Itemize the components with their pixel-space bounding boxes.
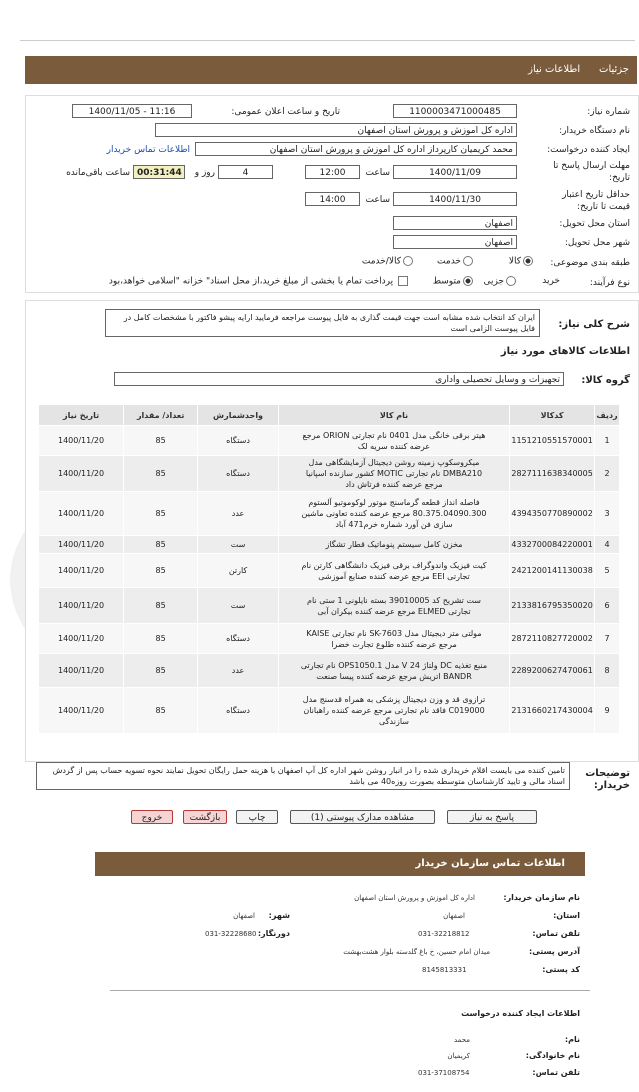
deadline-time-label: ساعت: [365, 168, 390, 178]
contact-city-label: شهر:: [268, 911, 290, 920]
cell-row-number: 3: [595, 492, 620, 536]
contact-divider: [110, 990, 590, 991]
buyer-contact-link[interactable]: اطلاعات تماس خریدار: [106, 145, 190, 155]
deadline-time-field: 12:00: [305, 165, 360, 179]
cell-name: مولتی متر دیجیتال مدل SK-7603 نام تجارتی KAISE مرجع عرضه کننده طلوع تجارت خضرا: [278, 624, 509, 654]
city-label: شهر محل تحویل:: [564, 238, 630, 248]
cell-unit: دستگاه: [198, 426, 279, 456]
back-button[interactable]: بازگشت: [183, 810, 227, 824]
contact-province: اصفهان: [443, 912, 465, 920]
creator-info-title: اطلاعات ایجاد کننده درخواست: [461, 1009, 580, 1018]
buyer-org-field: اداره کل اموزش و پرورش استان اصفهان: [155, 123, 517, 137]
need-number-label: شماره نیاز:: [587, 107, 630, 117]
cell-row-number: 9: [595, 688, 620, 734]
cell-qty: 85: [124, 536, 198, 554]
province-field: اصفهان: [393, 216, 517, 230]
creator-last-name-label: نام خانوادگی:: [525, 1051, 580, 1060]
tab-need-info[interactable]: اطلاعات نیاز: [528, 64, 581, 75]
cell-name: کیت فیزیک واندوگراف برقی فیزیک دانشگاهی کارتن نام تجارتی EEI مرجع عرضه کننده صنایع آموزشی: [278, 554, 509, 588]
radio-icon: [506, 276, 516, 286]
summary-text: ایران کد انتخاب شده مشابه است جهت قیمت گذاری به فایل پیوست مراجعه فرمایید ارایه پیشو فاکتور با مشخصات کامل در فایل پیوست الزامی است: [105, 309, 540, 337]
creator-label: ایجاد کننده درخواست:: [547, 145, 630, 155]
contact-phone: 031-32218812: [418, 930, 470, 938]
contact-header: [95, 852, 585, 876]
cell-code: 2133816795350020: [510, 588, 595, 624]
col-name: نام کالا: [278, 405, 509, 426]
announce-field: 1400/11/05 - 11:16: [72, 104, 192, 118]
validity-date-field: 1400/11/30: [393, 192, 517, 206]
cell-code: 2872110827720002: [510, 624, 595, 654]
cell-name: ترازوی قد و وزن دیجیتال پزشکی به همراه قدسنج مدل C019000 فاقد نام تجارتی مرجع عرضه کننده راهبانان سازندگی: [278, 688, 509, 734]
cell-unit: کارتن: [198, 554, 279, 588]
cell-row-number: 2: [595, 456, 620, 492]
creator-last-name: کریمیان: [447, 1052, 470, 1060]
contact-title: اطلاعات تماس سازمان خریدار: [415, 858, 565, 869]
remaining-label: ساعت باقی‌مانده: [66, 168, 130, 178]
cell-name: فاصله انداز قطعه گرماسنج موتور لوکوموتیو آلستوم 80.375.04090.300 مرجع عرضه کننده تعاونی ماشین سازی فن آورد شماره خرم471 آباد: [278, 492, 509, 536]
cell-qty: 85: [124, 654, 198, 688]
col-qty: تعداد/ مقدار: [124, 405, 198, 426]
validity-label-1: حداقل تاریخ اعتبار: [562, 190, 630, 200]
cell-name: ست تشریح کد 39010005 بسته نایلونی 1 ستی نام تجارتی ELMED مرجع عرضه کننده بیکران آبی: [278, 588, 509, 624]
creator-first-name: محمد: [454, 1036, 470, 1044]
buyer-notes-label-1: توضیحات: [585, 768, 630, 779]
announce-label: تاریخ و ساعت اعلان عمومی:: [231, 107, 340, 117]
cell-unit: دستگاه: [198, 688, 279, 734]
deadline-label-2: تاریخ:: [609, 173, 630, 183]
col-unit: واحدشمارش: [198, 405, 279, 426]
contact-postal-label: کد پستی:: [542, 965, 580, 974]
cell-date: 1400/11/20: [39, 426, 124, 456]
cell-row-number: 8: [595, 654, 620, 688]
radio-icon: [403, 256, 413, 266]
contact-city: اصفهان: [233, 912, 255, 920]
cell-row-number: 1: [595, 426, 620, 456]
cell-qty: 85: [124, 426, 198, 456]
creator-field: محمد کریمیان کارپرداز اداره کل اموزش و پرورش استان اصفهان: [195, 142, 517, 156]
goods-group-label: گروه کالا:: [581, 375, 630, 386]
checkbox-icon: [398, 276, 408, 286]
reply-button[interactable]: پاسخ به نیاز: [447, 810, 537, 824]
table-row: [39, 492, 620, 536]
cell-unit: دستگاه: [198, 624, 279, 654]
remaining-time-field: 00:31:44: [133, 165, 185, 179]
table-row: [39, 624, 620, 654]
summary-label: شرح کلی نیاز:: [558, 319, 630, 330]
table-row: [39, 654, 620, 688]
cell-row-number: 6: [595, 588, 620, 624]
contact-fax: 031-32228680: [205, 930, 257, 938]
cell-code: 2131660217430004: [510, 688, 595, 734]
cell-qty: 85: [124, 456, 198, 492]
cell-qty: 85: [124, 624, 198, 654]
cell-unit: عدد: [198, 492, 279, 536]
cell-unit: عدد: [198, 654, 279, 688]
cell-code: 4394350770890002: [510, 492, 595, 536]
validity-time-field: 14:00: [305, 192, 360, 206]
cell-code: 2289200627470061: [510, 654, 595, 688]
cell-name: مخزن کامل سیستم پنوماتیک قطار تشگاز: [278, 536, 509, 554]
deadline-label-1: مهلت ارسال پاسخ تا: [553, 161, 630, 171]
city-field: اصفهان: [393, 235, 517, 249]
tab-details[interactable]: جزئیات: [599, 64, 629, 75]
attachments-button[interactable]: مشاهده مدارک پیوستی (1): [290, 810, 435, 824]
buyer-org-label: نام دستگاه خریدار:: [559, 126, 630, 136]
radio-icon: [463, 256, 473, 266]
print-button[interactable]: چاپ: [236, 810, 278, 824]
category-radio-both[interactable]: کالا/خدمت: [345, 256, 415, 267]
radio-icon: [523, 256, 533, 266]
cell-date: 1400/11/20: [39, 624, 124, 654]
cell-code: 2827111638340005: [510, 456, 595, 492]
col-date: تاریخ نیاز: [39, 405, 124, 426]
validity-label-2: قیمت تا تاریخ:: [577, 202, 630, 212]
cell-date: 1400/11/20: [39, 688, 124, 734]
contact-address-label: آدرس پستی:: [529, 947, 580, 956]
goods-group-field: تجهیزات و وسایل تحصیلی واداری: [114, 372, 564, 386]
table-row: [39, 688, 620, 734]
cell-qty: 85: [124, 688, 198, 734]
cell-qty: 85: [124, 492, 198, 536]
goods-section-title: اطلاعات کالاهای مورد نیاز: [500, 346, 630, 357]
cell-unit: دستگاه: [198, 456, 279, 492]
contact-buyer-name: اداره کل اموزش و پرورش استان اصفهان: [354, 894, 475, 902]
cell-code: 1151210551570001: [510, 426, 595, 456]
cell-code: 2421200141130038: [510, 554, 595, 588]
radio-icon: [463, 276, 473, 286]
cell-date: 1400/11/20: [39, 492, 124, 536]
table-row: [39, 588, 620, 624]
cell-date: 1400/11/20: [39, 654, 124, 688]
contact-buyer-name-label: نام سازمان خریدار:: [503, 893, 580, 902]
cell-name: منبع تغذیه DC ولتاژ 24 V مدل OPS1050.1 نام تجارتی BANDR اتریش مرجع عرضه کننده پیسا صنعت: [278, 654, 509, 688]
col-code: کدکالا: [510, 405, 595, 426]
contact-postal: 8145813331: [422, 966, 467, 974]
cell-code: 4332700084220001: [510, 536, 595, 554]
header-tabbar: [25, 56, 637, 84]
table-row: [39, 456, 620, 492]
buyer-notes-label-2: خریدار:: [593, 780, 630, 791]
cell-date: 1400/11/20: [39, 588, 124, 624]
deadline-date-field: 1400/11/09: [393, 165, 517, 179]
cell-name: میکروسکوپ زمینه روشن دیجیتال آزمایشگاهی مدل DMBA210 نام تجارتی MOTIC کشور سازنده اسپانیا مرجع عرضه کننده فرتاش داد: [278, 456, 509, 492]
table-row: [39, 554, 620, 588]
need-number-field: 1100003471000485: [393, 104, 517, 118]
cell-row-number: 5: [595, 554, 620, 588]
table-row: [39, 426, 620, 456]
exit-button[interactable]: خروج: [131, 810, 173, 824]
cell-name: هیتر برقی خانگی مدل 0401 نام تجارتی ORION مرجع عرضه کننده سریه لک: [278, 426, 509, 456]
days-field: 4: [218, 165, 273, 179]
contact-address: میدان امام حسین، خ باغ گلدسته بلوار هشت‌بهشت: [343, 948, 490, 956]
cell-date: 1400/11/20: [39, 554, 124, 588]
items-table: [38, 404, 620, 734]
cell-unit: ست: [198, 588, 279, 624]
contact-phone-label: تلفن تماس:: [532, 929, 580, 938]
cell-row-number: 4: [595, 536, 620, 554]
category-label: طبقه بندی موضوعی:: [550, 258, 630, 268]
buyer-notes-text: تامین کننده می بایست اقلام خریداری شده را در انبار روشن شهر اداره کل آپ اصفهان با هزینه حمل رایگان تحویل نمایند نحوه تسویه حساب پس از گردش اسناد مالی و تایید کارشناسان متوسطه بصورت روزه40 می باشد: [36, 762, 570, 790]
category-radio-goods[interactable]: کالا: [480, 256, 535, 267]
category-radio-service[interactable]: خدمت: [420, 256, 475, 267]
process-radio-minor[interactable]: جزیی: [478, 276, 518, 287]
process-radio-purchase[interactable]: خرید: [542, 276, 560, 286]
cell-row-number: 7: [595, 624, 620, 654]
process-label: نوع فرآیند:: [589, 278, 630, 288]
creator-phone-label: تلفن تماس:: [532, 1068, 580, 1077]
contact-fax-label: دورنگار:: [257, 929, 290, 938]
cell-qty: 85: [124, 588, 198, 624]
payment-checkbox[interactable]: پرداخت تمام یا بخشی از مبلغ خرید،از محل اسناد" خزانه "اسلامی خواهد،بود: [40, 276, 410, 287]
cell-qty: 85: [124, 554, 198, 588]
table-row: [39, 536, 620, 554]
cell-unit: ست: [198, 536, 279, 554]
validity-time-label: ساعت: [365, 195, 390, 205]
creator-first-name-label: نام:: [564, 1035, 580, 1044]
days-label: روز و: [194, 168, 215, 178]
cell-date: 1400/11/20: [39, 456, 124, 492]
creator-phone: 031-37108754: [418, 1069, 470, 1077]
process-radio-medium[interactable]: متوسط: [420, 276, 475, 287]
contact-province-label: استان:: [553, 911, 580, 920]
top-divider: [20, 40, 635, 41]
province-label: استان محل تحویل:: [559, 219, 630, 229]
cell-date: 1400/11/20: [39, 536, 124, 554]
col-row: ردیف: [595, 405, 620, 426]
